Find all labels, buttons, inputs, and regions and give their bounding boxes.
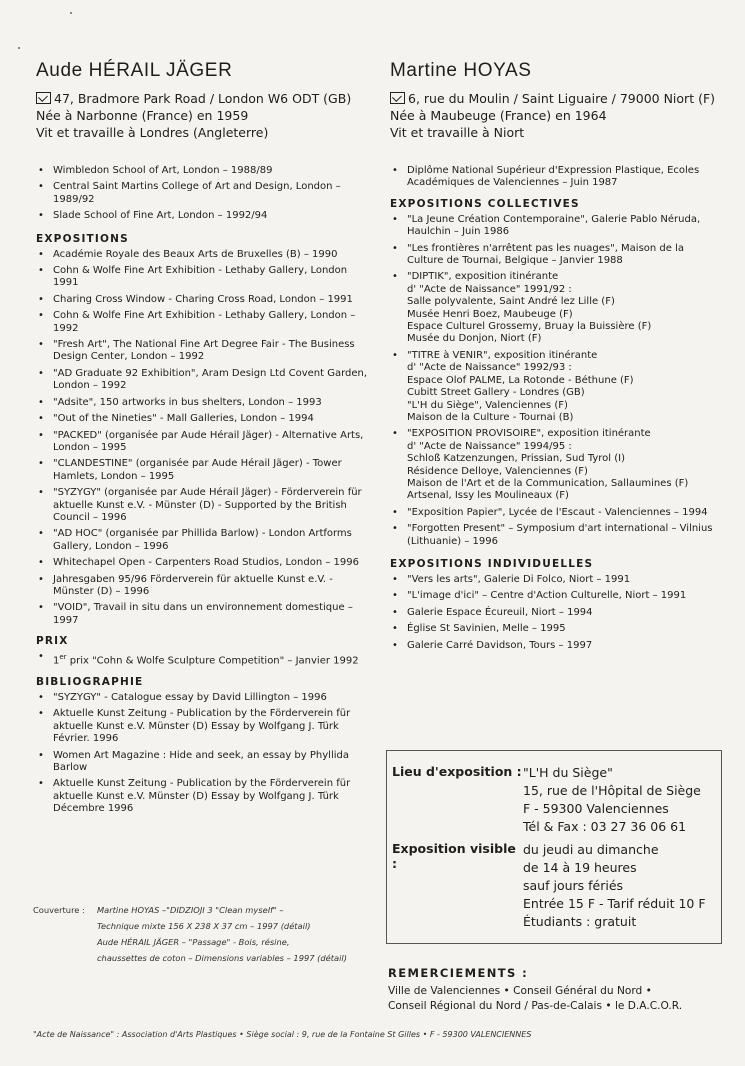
list-item: • Aktuelle Kunst Zeitung - Publication by the Förderverein für aktuelle Kunst e.V. Münster (D) Essay by Wolfgang J. Türk Décembre 1996 <box>36 778 372 815</box>
artist1-prix-list <box>36 651 372 668</box>
list-item: • Charing Cross Window - Charing Cross Road, London – 1991 <box>36 294 372 306</box>
artist2-collectives-list <box>390 214 720 548</box>
thanks-title: REMERCIEMENTS : <box>388 966 529 980</box>
info-line: sauf jours fériés <box>523 878 624 893</box>
mail-icon <box>390 92 405 104</box>
list-item: • "VOID", Travail in situ dans un environnement domestique – 1997 <box>36 602 372 627</box>
list-item: • "AD Graduate 92 Exhibition", Aram Design Ltd Covent Garden, London – 1992 <box>36 368 372 393</box>
info-line: Étudiants : gratuit <box>523 914 637 929</box>
info-line: F - 59300 Valenciennes <box>523 801 669 816</box>
list-item: • "CLANDESTINE" (organisée par Aude Hérail Jäger) - Tower Hamlets, London – 1995 <box>36 458 372 483</box>
artist2-address: 6, rue du Moulin / Saint Liguaire / 79000 Niort (F) <box>408 91 716 106</box>
list-item: • Académie Royale des Beaux Arts de Bruxelles (B) – 1990 <box>36 249 372 261</box>
info-line: Entrée 15 F - Tarif réduit 10 F <box>523 896 706 911</box>
list-item: • Whitechapel Open - Carpenters Road Studios, London – 1996 <box>36 557 372 569</box>
hours-details <box>523 841 723 931</box>
list-item: • Slade School of Fine Art, London – 1992/94 <box>36 210 372 222</box>
artist1-name: Aude HÉRAIL JÄGER <box>36 60 233 81</box>
artist1-biblio-list <box>36 692 372 816</box>
list-item: • Aktuelle Kunst Zeitung - Publication by the Förderverein für aktuelle Kunst e.V. Münster (D) Essay by Wolfgang J. Türk Février. 1996 <box>36 708 372 745</box>
info-line: 15, rue de l'Hôpital de Siège <box>523 783 701 798</box>
footer-note: "Acte de Naissance" : Association d'Arts Plastiques • Siège social : 9, rue de la Fontaine St Gilles • F - 59300 VALENCIENNES <box>33 1030 532 1039</box>
venue-details <box>523 764 723 836</box>
artist1-prix-title: PRIX <box>36 635 69 648</box>
speck <box>18 47 20 49</box>
artist1-biblio-title: BIBLIOGRAPHIE <box>36 675 144 688</box>
artist2-born: Née à Maubeuge (France) en 1964 <box>390 108 607 123</box>
artist1-lives: Vit et travaille à Londres (Angleterre) <box>36 125 269 140</box>
list-item: • "TITRE à VENIR", exposition itinérante d' "Acte de Naissance" 1992/93 : Espace Olof PALME, La Rotonde - Béthune (F) Cubitt Street Gallery - Londres (GB) "L'H du Siège", Valenciennes (F) Maison de la Culture - Tournai (B) <box>390 350 720 424</box>
info-line: du jeudi au dimanche <box>523 842 659 857</box>
list-item: • "Fresh Art", The National Fine Art Degree Fair - The Business Design Center, London – 1992 <box>36 339 372 364</box>
info-line: "L'H du Siège" <box>523 765 613 780</box>
list-item: • Jahresgaben 95/96 Förderverein für aktuelle Kunst e.V. - Münster (D) – 1996 <box>36 574 372 599</box>
list-item: • "DIPTIK", exposition itinérante d' "Acte de Naissance" 1991/92 : Salle polyvalente, Saint André lez Lille (F) Musée Henri Boez, Maubeuge (F) Espace Culturel Grossemy, Bruay la Buissière (F) Musée du Donjon, Niort (F) <box>390 271 720 345</box>
list-item: • "L'image d'ici" – Centre d'Action Culturelle, Niort – 1991 <box>390 590 720 602</box>
artist1-expositions-title: EXPOSITIONS <box>36 232 129 245</box>
artist1-column <box>36 60 372 820</box>
artist2-column <box>390 60 720 656</box>
artist2-name: Martine HOYAS <box>390 60 532 81</box>
acknowledgements: REMERCIEMENTS : Ville de Valenciennes • Conseil Général du Nord • Conseil Régional du Nord / Pas-de-Calais • le D.A.C.O.R. <box>388 966 683 1012</box>
list-item: • 1er prix "Cohn & Wolfe Sculpture Competition" – Janvier 1992 <box>36 651 372 668</box>
artist2-education-list <box>390 165 720 190</box>
cover-credits: Couverture : Martine HOYAS –"DIDZIOJI 3 "Clean myself" – Technique mixte 156 X 238 X 37 cm – 1997 (détail) Aude HÉRAIL JÄGER – "Passage" - Bois, résine, chaussettes de coton – Dimensions variables – 1997 (détail) <box>33 902 347 966</box>
artist2-contact <box>390 90 720 141</box>
artist2-collectives-title: EXPOSITIONS COLLECTIVES <box>390 197 580 210</box>
list-item: • Galerie Carré Davidson, Tours – 1997 <box>390 640 720 652</box>
list-item: • Cohn & Wolfe Fine Art Exhibition - Lethaby Gallery, London 1991 <box>36 265 372 290</box>
speck <box>70 12 72 14</box>
list-item: • "Forgotten Present" – Symposium d'art international – Vilnius (Lithuanie) – 1996 <box>390 523 720 548</box>
list-item: • "SYZYGY" (organisée par Aude Hérail Jäger) - Förderverein für aktuelle Kunst e.V. - Münster (D) - Supported by the British Council – 1996 <box>36 487 372 524</box>
artist2-individuelles-title: EXPOSITIONS INDIVIDUELLES <box>390 557 594 570</box>
info-line: de 14 à 19 heures <box>523 860 637 875</box>
list-item: • "Adsite", 150 artworks in bus shelters, London – 1993 <box>36 397 372 409</box>
artist2-lives: Vit et travaille à Niort <box>390 125 525 140</box>
artist1-contact <box>36 90 372 141</box>
list-item: • "Vers les arts", Galerie Di Folco, Niort – 1991 <box>390 574 720 586</box>
list-item: • Wimbledon School of Art, London – 1988/89 <box>36 165 372 177</box>
artist1-education-list <box>36 165 372 223</box>
list-item: • "Exposition Papier", Lycée de l'Escaut - Valenciennes – 1994 <box>390 507 720 519</box>
artist2-individuelles-list <box>390 574 720 652</box>
info-line: Tél & Fax : 03 27 36 06 61 <box>523 819 687 834</box>
artist1-expositions-list <box>36 249 372 628</box>
artist1-address: 47, Bradmore Park Road / London W6 ODT (GB) <box>54 91 352 106</box>
cover-label: Couverture : <box>33 905 85 915</box>
list-item: • "Out of the Nineties" - Mall Galleries, London – 1994 <box>36 413 372 425</box>
mail-icon <box>36 92 51 104</box>
hours-label: Exposition visible : <box>392 841 516 871</box>
list-item: • Galerie Espace Écureuil, Niort – 1994 <box>390 607 720 619</box>
list-item: • Église St Savinien, Melle – 1995 <box>390 623 720 635</box>
list-item: • "AD HOC" (organisée par Phillida Barlow) - London Artforms Gallery, London – 1996 <box>36 528 372 553</box>
list-item: • "La Jeune Création Contemporaine", Galerie Pablo Néruda, Haulchin – Juin 1986 <box>390 214 720 239</box>
list-item: • Women Art Magazine : Hide and seek, an essay by Phyllida Barlow <box>36 750 372 775</box>
list-item: • "EXPOSITION PROVISOIRE", exposition itinérante d' "Acte de Naissance" 1994/95 : Schloß Katzenzungen, Prissian, Sud Tyrol (I) Résidence Delloye, Valenciennes (F) Maison de l'Art et de la Communication, Sallaumines (F) Artsenal, Issy les Moulineaux (F) <box>390 428 720 502</box>
list-item: • "Les frontières n'arrêtent pas les nuages", Maison de la Culture de Tournai, Belgique – Janvier 1988 <box>390 243 720 268</box>
list-item: • Diplôme National Supérieur d'Expression Plastique, Ecoles Académiques de Valenciennes – Juin 1987 <box>390 165 720 190</box>
list-item: • "PACKED" (organisée par Aude Hérail Jäger) - Alternative Arts, London – 1995 <box>36 430 372 455</box>
list-item: • Cohn & Wolfe Fine Art Exhibition - Lethaby Gallery, London – 1992 <box>36 310 372 335</box>
venue-label: Lieu d'exposition : <box>392 764 522 779</box>
list-item: • "SYZYGY" - Catalogue essay by David Lillington – 1996 <box>36 692 372 704</box>
artist1-born: Née à Narbonne (France) en 1959 <box>36 108 249 123</box>
exhibition-info-box <box>386 750 722 944</box>
list-item: • Central Saint Martins College of Art and Design, London – 1989/92 <box>36 181 372 206</box>
